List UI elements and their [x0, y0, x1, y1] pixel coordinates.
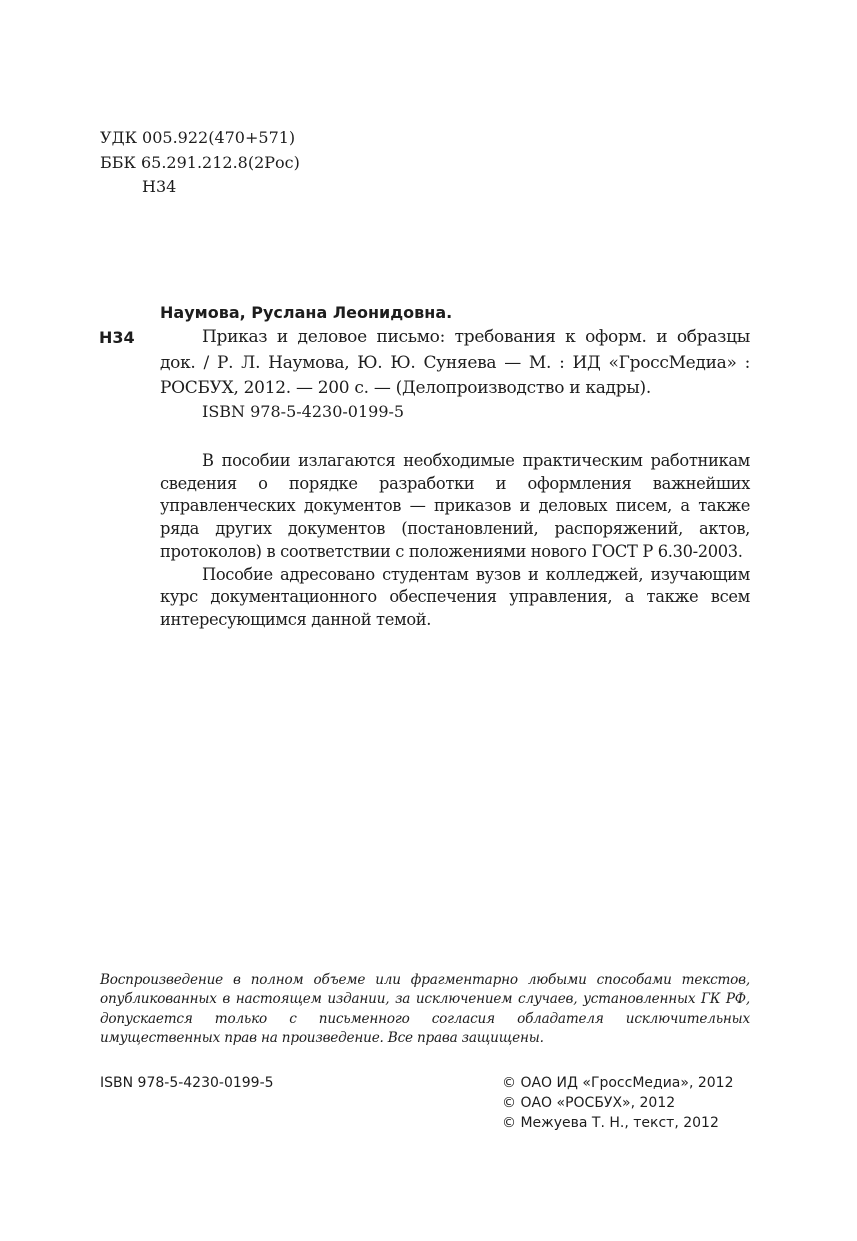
annotation-paragraph: В пособии излагаются необходимые практическим работникам сведения о порядке разработки и оформления важнейших управленческих документов — приказов и деловых писем, а также ряда других документов (постановлений, распоряжений, актов, протоколов) в соответствии с положениями нового ГОСТ Р 6.30-2003. — [160, 451, 750, 561]
annotation-paragraph: Пособие адресовано студентам вузов и колледжей, изучающим курс документационного обеспечения управления, а также всем интересующимся данной темой. — [160, 564, 750, 629]
udk-code: УДК 005.922(470+571) — [100, 128, 296, 147]
bbk-code: ББК 65.291.212.8(2Рос) — [100, 153, 300, 172]
copyright-block — [502, 1073, 752, 1133]
author-mark: Н34 — [142, 177, 177, 196]
isbn-catalog: ISBN 978-5-4230-0199-5 — [202, 402, 405, 421]
copyright-line: © Межуева Т. Н., текст, 2012 — [502, 1115, 719, 1131]
author-heading: Наумова, Руслана Леонидовна. — [160, 303, 453, 322]
author-mark-bold: Н34 — [99, 328, 135, 347]
copyright-line: © ОАО «РОСБУХ», 2012 — [502, 1095, 676, 1111]
isbn-footer: ISBN 978-5-4230-0199-5 — [100, 1075, 274, 1091]
rights-notice: Воспроизведение в полном объеме или фрагментарно любыми способами текстов, опубликованных в настоящем издании, за исключением случаев, установленных ГК РФ, допускается только с письменного согласия обладателя исключительных имущественных прав на произведение. Все права защищены. — [100, 972, 750, 1047]
annotation — [160, 450, 750, 632]
copyright-line: © ОАО ИД «ГроссМедиа», 2012 — [502, 1075, 734, 1091]
bibliographic-description: Приказ и деловое письмо: требования к оформ. и образцы док. / Р. Л. Наумова, Ю. Ю. Суняева — М. : ИД «ГроссМедиа» : РОСБУХ, 2012. — 200 с. — (Делопроизводство и кадры). — [160, 327, 750, 398]
